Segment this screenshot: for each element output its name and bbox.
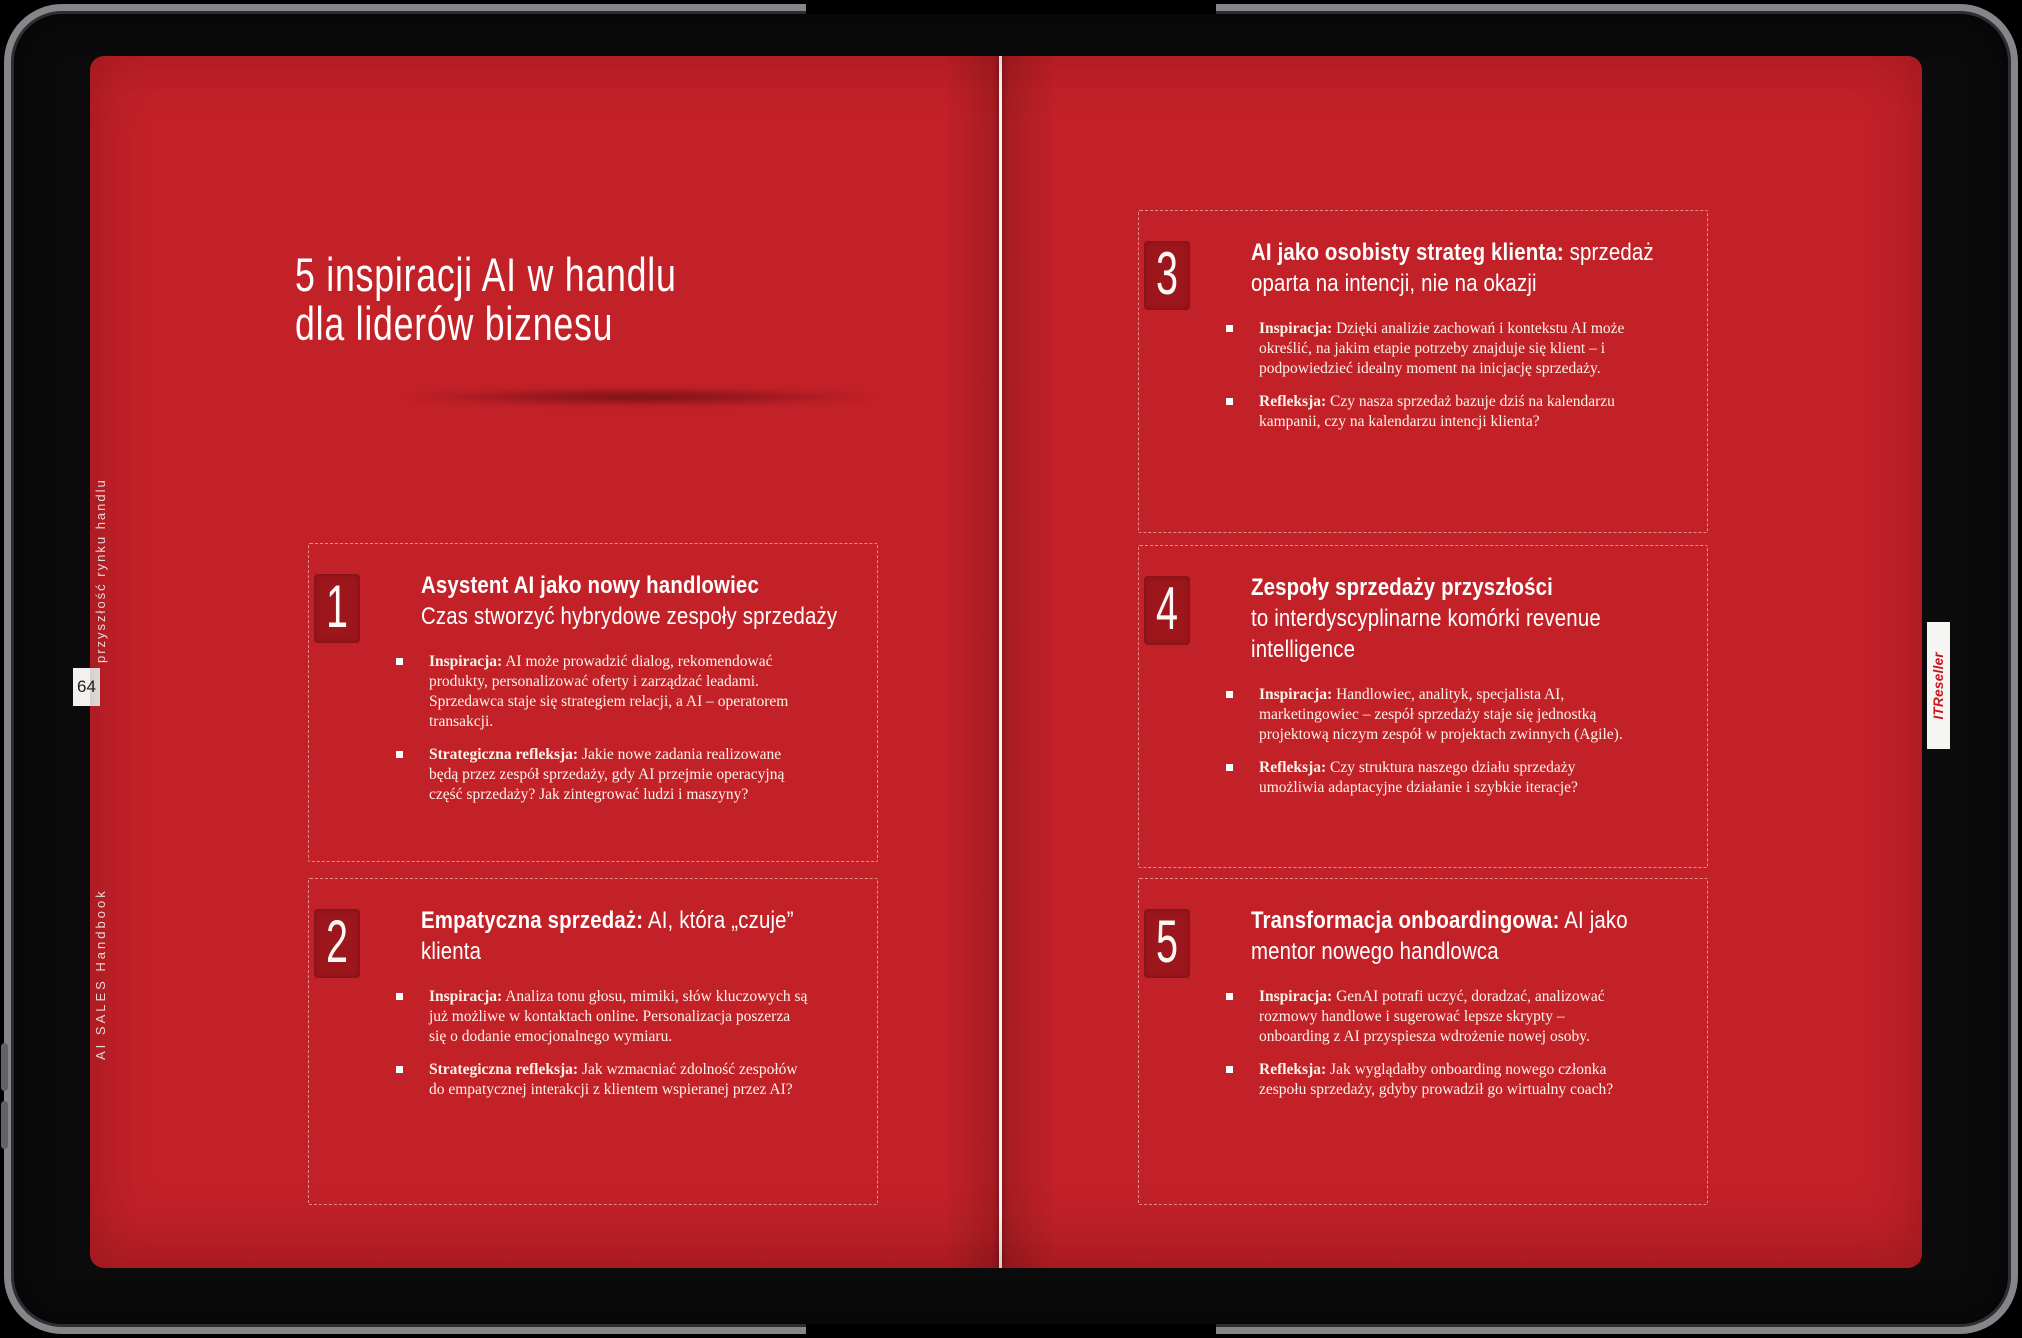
- bullet-item: Refleksja: Jak wyglądałby onboarding nowego członka zespołu sprzedaży, gdyby prowadził go wirtualny coach?: [1224, 1060, 1639, 1100]
- bullet-list: [1224, 685, 1639, 798]
- number-tile: [1144, 909, 1190, 978]
- bookmark-tab: [1927, 622, 1950, 749]
- card-number: 4: [1155, 576, 1179, 642]
- bullet-item: Refleksja: Czy struktura naszego działu sprzedaży umożliwia adaptacyjne działanie i szybkie iteracje?: [1224, 758, 1639, 798]
- card-number: 5: [1155, 909, 1179, 975]
- ebook-spread[interactable]: [77, 56, 1946, 1268]
- bullet-label: Strategiczna refleksja:: [429, 746, 579, 763]
- inspiration-card-5: [1138, 878, 1708, 1205]
- bullet-item: Inspiracja: Analiza tonu głosu, mimiki, słów kluczowych są już możliwe w kontaktach online. Personalizacja poszerza się o dodanie emocjonalnego wymiaru.: [394, 987, 809, 1047]
- card-title: [421, 570, 838, 632]
- volume-down-button[interactable]: [1, 1101, 8, 1149]
- bullet-label: Inspiracja:: [429, 653, 503, 670]
- card-title-regular: to interdyscyplinarne komórki revenue intelligence: [1251, 605, 1601, 663]
- bullet-list: [1224, 319, 1639, 432]
- spine-text-top: przyszłość rynku handlu: [93, 478, 108, 663]
- bookmark-label: ITReseller: [1931, 651, 1946, 720]
- bullet-label: Inspiracja:: [429, 988, 503, 1005]
- page-title-line1: 5 inspiracji AI w handlu: [295, 248, 677, 301]
- bullet-item: Strategiczna refleksja: Jak wzmacniać zdolność zespołów do empatycznej interakcji z klientem wspieranej przez AI?: [394, 1060, 809, 1100]
- card-title-regular: sprzedaż oparta na intencji, nie na okazji: [1251, 239, 1654, 297]
- page-fold-divider: [999, 56, 1002, 1268]
- card-number: 1: [325, 574, 349, 640]
- card-title: [421, 905, 838, 967]
- bullet-label: Inspiracja:: [1259, 320, 1333, 337]
- card-title-bold: Transformacja onboardingowa:: [1251, 907, 1560, 934]
- inspiration-card-4: [1138, 545, 1708, 868]
- bullet-item: Strategiczna refleksja: Jakie nowe zadania realizowane będą przez zespół sprzedaży, gdy AI przejmie operacyjną część sprzedaży? Jak zintegrować ludzi i maszyny?: [394, 745, 809, 805]
- bullet-item: Refleksja: Czy nasza sprzedaż bazuje dziś na kalendarzu kampanii, czy na kalendarzu intencji klienta?: [1224, 392, 1639, 432]
- card-number: 3: [1155, 241, 1179, 307]
- card-title-regular: AI jako mentor nowego handlowca: [1251, 907, 1628, 965]
- card-title-regular: Czas stworzyć hybrydowe zespoły sprzedaży: [421, 603, 838, 630]
- number-tile: [1144, 241, 1190, 310]
- fold-shadow-left: [944, 56, 999, 1268]
- page-number: 64: [77, 677, 96, 696]
- title-shadow-decor: [345, 384, 1000, 410]
- volume-up-button[interactable]: [1, 1043, 8, 1091]
- card-title-bold: Empatyczna sprzedaż:: [421, 907, 644, 934]
- bullet-list: [394, 652, 809, 805]
- camera-cutout-top: [806, 0, 1216, 14]
- number-tile: [1144, 576, 1190, 645]
- page-title-line2: dla liderów biznesu: [295, 297, 614, 350]
- bullet-label: Refleksja:: [1259, 393, 1327, 410]
- card-title: [1251, 905, 1668, 967]
- bullet-item: Inspiracja: AI może prowadzić dialog, rekomendować produkty, personalizować oferty i zarządzać leadami. Sprzedawca staje się strategiem relacji, a AI – operatorem transakcji.: [394, 652, 809, 732]
- card-number: 2: [325, 909, 349, 975]
- page-number-tab: [73, 668, 100, 706]
- number-tile: [314, 909, 360, 978]
- bullet-label: Inspiracja:: [1259, 686, 1333, 703]
- number-tile: [314, 574, 360, 643]
- card-title: [1251, 572, 1668, 665]
- inspiration-card-2: [308, 878, 878, 1205]
- spine-text-bottom: AI SALES Handbook: [93, 888, 108, 1060]
- card-title-regular: AI, która „czuje” klienta: [421, 907, 794, 965]
- fold-shadow-right: [1002, 56, 1057, 1268]
- bullet-item: Inspiracja: GenAI potrafi uczyć, doradzać, analizować rozmowy handlowe i sugerować lepsze skrypty – onboarding z AI przyspiesza wdrożenie nowej osoby.: [1224, 987, 1639, 1047]
- bullet-label: Refleksja:: [1259, 1061, 1327, 1078]
- camera-cutout-bottom: [806, 1324, 1216, 1338]
- inspiration-card-1: [308, 543, 878, 862]
- bullet-item: Inspiracja: Handlowiec, analityk, specjalista AI, marketingowiec – zespół sprzedaży staje się jednostką projektową niczym zespół w projektach zwinnych (Agile).: [1224, 685, 1639, 745]
- bullet-list: [1224, 987, 1639, 1100]
- card-title-bold: Asystent AI jako nowy handlowiec: [421, 572, 759, 599]
- bullet-list: [394, 987, 809, 1100]
- card-title-bold: AI jako osobisty strateg klienta:: [1251, 239, 1564, 266]
- card-title: [1251, 237, 1668, 299]
- page-title: [295, 250, 677, 348]
- bullet-label: Inspiracja:: [1259, 988, 1333, 1005]
- bullet-label: Refleksja:: [1259, 759, 1327, 776]
- inspiration-card-3: [1138, 210, 1708, 533]
- bullet-label: Strategiczna refleksja:: [429, 1061, 579, 1078]
- bullet-item: Inspiracja: Dzięki analizie zachowań i kontekstu AI może określić, na jakim etapie potrzeby znajduje się klient – i podpowiedzieć idealny moment na inicjację sprzedaży.: [1224, 319, 1639, 379]
- card-title-bold: Zespoły sprzedaży przyszłości: [1251, 574, 1553, 601]
